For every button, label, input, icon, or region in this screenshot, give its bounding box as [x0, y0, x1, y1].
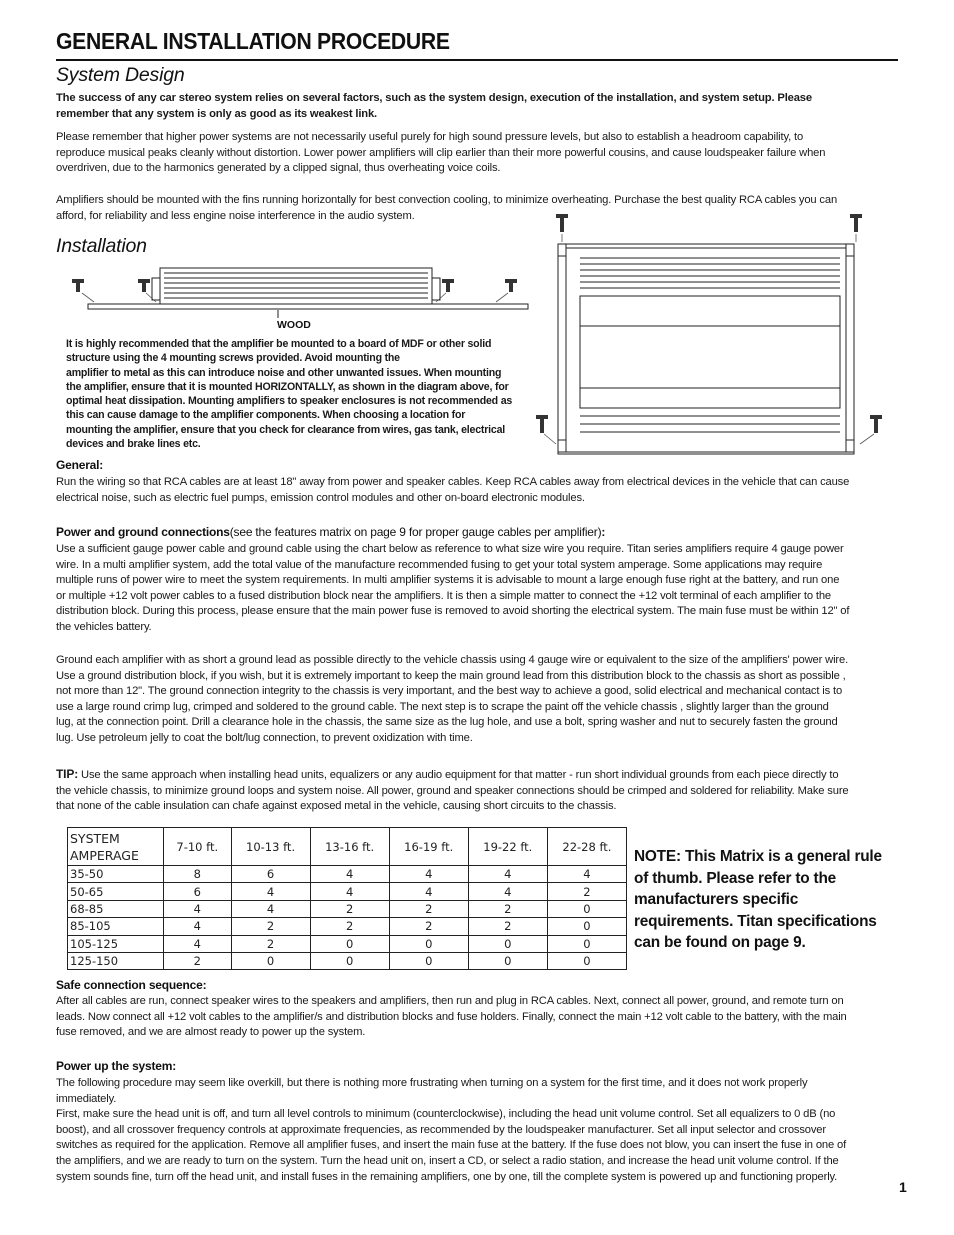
- matrix-cell: 0: [547, 952, 626, 969]
- title-divider: [56, 59, 898, 61]
- matrix-cell: 2: [310, 900, 389, 917]
- installation-heading: Installation: [56, 235, 147, 257]
- matrix-cell: 2: [164, 952, 232, 969]
- matrix-row: [68, 935, 627, 952]
- page-number: 1: [899, 1179, 907, 1195]
- top-mount-diagram: [530, 210, 895, 458]
- tip-paragraph: TIP: Use the same approach when installing head units, equalizers or any audio equipment for that matter - run short individual grounds from each piece directly to the vehicle chassis, to minimize ground loops and system noise. All power, ground and speaker connections should be crimped and soldered for reliability. Make sure that none of the cable insulation can chafe against exposed metal in the vehicle, causing short circuits to the chassis.: [56, 767, 849, 813]
- matrix-cell: 0: [468, 935, 547, 952]
- matrix-note: NOTE: This Matrix is a general rule of thumb. Please refer to the manufacturers specific requirements. Titan specifications can be found on page 9.: [634, 848, 882, 951]
- matrix-col-header: 13-16 ft.: [310, 828, 389, 866]
- matrix-col-header: 16-19 ft.: [389, 828, 468, 866]
- power-ground-paragraph-1: Use a sufficient gauge power cable and ground cable using the chart below as reference to what size wire you require. Titan series amplifiers require 4 gauge power wire. In a multi amplifier system, add the total value of the manufacture recommended fusing to get your total system amperage. Some applications may require multiple runs of power wire to meet the system requirements. In multi amplifier systems it is advisable to mount a large enough fuse right at the battery, and run one or multiple +12 volt power cables to a fused distribution block near the amplifiers. It is then a simple matter to connect the +12 volt terminal of each amplifier to the distribution block. During this process, please ensure that the main power fuse is removed to avoid shorting the electrical system. The main fuse must be within 12" of the vehicles battery.: [56, 543, 850, 633]
- power-ground-paragraph-2: Ground each amplifier with as short a ground lead as possible directly to the vehicle chassis using 4 gauge wire or equivalent to the size of the amplifiers' power wire. Use a ground distribution block, if you wish, but it is extremely important to keep the main ground lead from this distribution block to the chassis as short as possible , not more than 12". The ground connection integrity to the chassis is very important, and the best way to achieve a good, solid electrical and mechanical contact is to use a large round crimp lug, crimped and soldered to the ground cable. The next step is to scrape the paint off the vehicle chassis , slightly larger than the ground lug, at the connection point. Drill a clearance hole in the chassis, the same size as the lug hole, and use a bolt, spring washer and nut to securely fasten the ground lug. Use petroleum jelly to coat the bolt/lug connection, to prevent oxidization with time.: [56, 654, 849, 744]
- matrix-header-amperage: SYSTEM AMPERAGE: [68, 828, 164, 866]
- matrix-cell: 0: [310, 952, 389, 969]
- matrix-cell: 4: [164, 900, 232, 917]
- system-design-lead: The success of any car stereo system relies on several factors, such as the system design, execution of the installation, and system setup. Please remember that any system is only as good as its weakest link.: [56, 92, 812, 120]
- matrix-cell: 4: [231, 883, 310, 900]
- matrix-row: [68, 900, 627, 917]
- matrix-cell: 4: [547, 866, 626, 883]
- matrix-amperage: 105-125: [68, 935, 164, 952]
- matrix-cell: 4: [468, 866, 547, 883]
- tip-label: TIP:: [56, 767, 79, 781]
- system-design-paragraph-1: Please remember that higher power systems are not necessarily useful purely for high sound pressure levels, but also to establish a headroom capability, to reproduce musical peaks cleanly without distortion. Lower power amplifiers will clip earlier than their more powerful cousins, and cause loudspeaker failure when overdriven, due to the harmonics generated by a clipped signal, thus overheating voice coils.: [56, 131, 826, 175]
- top-view-screws: [536, 214, 882, 433]
- matrix-cell: 0: [389, 935, 468, 952]
- matrix-cell: 6: [231, 866, 310, 883]
- matrix-cell: 4: [164, 918, 232, 935]
- matrix-cell: 2: [231, 935, 310, 952]
- power-up-heading: Power up the system:: [56, 1059, 177, 1073]
- wood-board: [88, 304, 528, 309]
- amplifier-top-view: [566, 248, 846, 452]
- matrix-amperage: 68-85: [68, 900, 164, 917]
- matrix-cell: 8: [164, 866, 232, 883]
- matrix-cell: 2: [231, 918, 310, 935]
- matrix-cell: 4: [231, 900, 310, 917]
- matrix-row: [68, 952, 627, 969]
- matrix-cell: 2: [547, 883, 626, 900]
- matrix-cell: 0: [547, 918, 626, 935]
- safe-connection-heading: Safe connection sequence:: [56, 978, 207, 992]
- installation-text: It is highly recommended that the amplifier be mounted to a board of MDF or other solid structure using the 4 mounting screws provided. Avoid mounting the amplifier to metal as this can introduce noise and other unwanted issues. When mounting the amplifier, ensure that it is mounted HORIZONTALLY, as shown in the diagram above, for optimal heat dissipation. Mounting amplifiers to speaker enclosures is not recommended as this can cause damage to the amplifier components. When choosing a location for mounting the amplifier, ensure that you check for clearance from wires, gas tank, electrical devices and brake lines etc.: [66, 338, 513, 451]
- matrix-cell: 4: [389, 866, 468, 883]
- page-title: GENERAL INSTALLATION PROCEDURE: [56, 28, 450, 54]
- wood-label: WOOD: [277, 319, 311, 331]
- general-heading: General:: [56, 458, 104, 472]
- matrix-cell: 4: [310, 866, 389, 883]
- matrix-cell: 4: [468, 883, 547, 900]
- matrix-cell: 2: [468, 918, 547, 935]
- matrix-col-header: 19-22 ft.: [468, 828, 547, 866]
- matrix-amperage: 125-150: [68, 952, 164, 969]
- matrix-cell: 0: [310, 935, 389, 952]
- matrix-cell: 2: [468, 900, 547, 917]
- mounting-screws: [72, 279, 517, 292]
- matrix-col-header: 7-10 ft.: [164, 828, 232, 866]
- wire-gauge-matrix: [67, 827, 627, 970]
- system-design-heading: System Design: [56, 64, 185, 86]
- matrix-col-header: 22-28 ft.: [547, 828, 626, 866]
- matrix-cell: 6: [164, 883, 232, 900]
- matrix-cell: 0: [468, 952, 547, 969]
- matrix-cell: 4: [389, 883, 468, 900]
- matrix-cell: 0: [389, 952, 468, 969]
- matrix-amperage: 85-105: [68, 918, 164, 935]
- matrix-cell: 2: [389, 918, 468, 935]
- matrix-amperage: 35-50: [68, 866, 164, 883]
- system-design-paragraph-2: Amplifiers should be mounted with the fins running horizontally for best convection cooling, to minimize overheating. Purchase the best quality RCA cables you can afford, for reliability and less engine noise interference in the audio system.: [56, 194, 838, 222]
- matrix-row: [68, 918, 627, 935]
- power-up-text: The following procedure may seem like overkill, but there is nothing more frustrating when turning on a system for the first time, and it does not work properly immediately. First, make sure the head unit is off, and turn all level controls to minimum (counterclockwise), including the head unit volume control. Set all equalizers to 0 dB (no boost), and all crossover frequency controls at approximate frequencies, as recommended by the loudspeaker manufacturer. Set all input selector and crossover switches as required for the application. Remove all amplifier fuses, and insert the main fuse at the battery. If the fuse does not blow, you can insert the fuse in one of the amplifiers, and we are ready to turn on the system. Turn the head unit on, insert a CD, or select a radio station, and increase the head unit volume control. If the system sounds fine, turn off the head unit, and install fuses in the remaining amplifiers, one by one, till the complete system is powered up and functioning properly.: [56, 1077, 847, 1183]
- safe-connection-text: After all cables are run, connect speaker wires to the speakers and amplifiers, then run and plug in RCA cables. Next, connect all power, ground, and remote turn on leads. Now connect all +12 volt cables to the amplifier/s and distribution blocks and fuse holders. Finally, connect the main +12 volt cable to the battery, with the main fuse removed, and we are almost ready to power up the system.: [56, 995, 847, 1039]
- matrix-cell: 4: [164, 935, 232, 952]
- general-text: Run the wiring so that RCA cables are at least 18" away from power and speaker cables. Keep RCA cables away from electrical devices in the vehicle that can cause electrical noise, such as electric fuel pumps, emission control modules and other on-board electronic modules.: [56, 476, 850, 504]
- matrix-cell: 2: [310, 918, 389, 935]
- matrix-col-header: 10-13 ft.: [231, 828, 310, 866]
- matrix-cell: 2: [389, 900, 468, 917]
- matrix-cell: 0: [231, 952, 310, 969]
- matrix-row: [68, 866, 627, 883]
- matrix-amperage: 50-65: [68, 883, 164, 900]
- power-ground-heading: Power and ground connections(see the features matrix on page 9 for proper gauge cables per amplifier):: [56, 525, 606, 539]
- matrix-header-row: [68, 828, 627, 866]
- matrix-cell: 0: [547, 900, 626, 917]
- matrix-row: [68, 883, 627, 900]
- matrix-cell: 0: [547, 935, 626, 952]
- matrix-cell: 4: [310, 883, 389, 900]
